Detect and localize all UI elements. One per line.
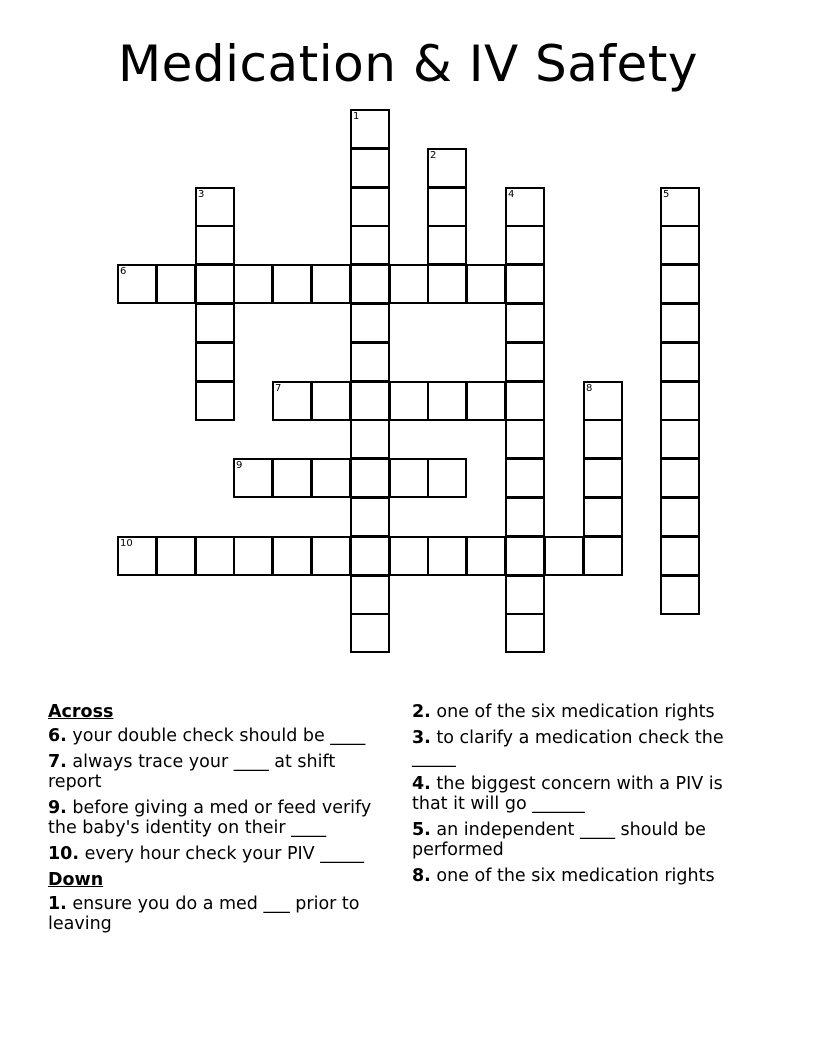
cell-number: 5 [663,189,670,200]
clue-across-9 [48,798,393,838]
grid-cell[interactable] [195,264,235,304]
grid-cell[interactable] [583,497,623,537]
grid-cell[interactable] [427,458,467,498]
grid-cell[interactable] [427,536,467,576]
clue-text: every hour check your PIV _____ [84,844,364,864]
grid-cell[interactable] [660,381,700,421]
clues-column-right [412,702,757,892]
grid-cell[interactable] [505,419,545,459]
grid-cell[interactable] [505,381,545,421]
grid-cell[interactable] [272,458,312,498]
grid-cell[interactable] [466,381,506,421]
clue-text: an independent ____ should be performed [412,820,706,860]
grid-cell[interactable] [427,225,467,265]
grid-cell[interactable] [660,419,700,459]
clue-text: to clarify a medication check the _____ [412,728,724,768]
cell-number: 9 [236,460,243,471]
grid-cell[interactable] [427,187,467,227]
grid-cell[interactable] [389,264,429,304]
grid-cell[interactable] [233,536,273,576]
grid-cell[interactable] [195,225,235,265]
grid-cell[interactable] [311,264,351,304]
clue-number: 4. [412,774,431,794]
grid-cell[interactable] [311,458,351,498]
grid-cell[interactable] [389,381,429,421]
grid-cell[interactable] [505,536,545,576]
grid-cell[interactable] [389,458,429,498]
grid-cell[interactable] [156,536,196,576]
grid-cell[interactable] [505,613,545,653]
clue-down-1 [48,894,393,934]
clue-text: before giving a med or feed verify the baby's identity on their ____ [48,798,372,838]
grid-cell[interactable] [350,148,390,188]
grid-cell[interactable] [350,613,390,653]
clue-text: one of the six medication rights [436,866,715,886]
grid-cell[interactable] [117,536,157,576]
grid-cell[interactable] [505,458,545,498]
grid-cell[interactable] [272,536,312,576]
cell-number: 3 [198,189,205,200]
clue-down-3 [412,728,757,768]
grid-cell[interactable] [505,225,545,265]
grid-cell[interactable] [427,264,467,304]
grid-cell[interactable] [311,536,351,576]
grid-cell[interactable] [660,187,700,227]
grid-cell[interactable] [660,575,700,615]
grid-cell[interactable] [427,148,467,188]
grid-cell[interactable] [660,458,700,498]
grid-cell[interactable] [350,264,390,304]
grid-cell[interactable] [466,264,506,304]
grid-cell[interactable] [195,381,235,421]
grid-cell[interactable] [466,536,506,576]
grid-cell[interactable] [350,575,390,615]
clue-text: the biggest concern with a PIV is that it will go ______ [412,774,723,814]
grid-cell[interactable] [583,536,623,576]
grid-cell[interactable] [583,419,623,459]
grid-cell[interactable] [505,264,545,304]
clues-column-left [48,702,393,940]
cell-number: 2 [430,150,437,161]
clue-number: 3. [412,728,431,748]
grid-cell[interactable] [660,536,700,576]
clue-down-8 [412,866,757,886]
cell-number: 4 [508,189,515,200]
cell-number: 8 [586,383,593,394]
clue-number: 2. [412,702,431,722]
grid-cell[interactable] [583,458,623,498]
grid-cell[interactable] [427,381,467,421]
grid-cell[interactable] [544,536,584,576]
clue-number: 1. [48,894,67,914]
clue-down-4 [412,774,757,814]
grid-cell[interactable] [505,303,545,343]
clue-number: 7. [48,752,67,772]
cell-number: 6 [120,266,127,277]
clue-number: 5. [412,820,431,840]
grid-cell[interactable] [195,536,235,576]
grid-cell[interactable] [350,109,390,149]
grid-cell[interactable] [350,225,390,265]
clue-text: ensure you do a med ___ prior to leaving [48,894,360,934]
grid-cell[interactable] [350,303,390,343]
grid-cell[interactable] [350,381,390,421]
page-title: Medication & IV Safety [118,35,698,93]
grid-cell[interactable] [660,225,700,265]
clue-down-5 [412,820,757,860]
grid-cell[interactable] [350,458,390,498]
clue-number: 9. [48,798,67,818]
grid-cell[interactable] [505,575,545,615]
clue-number: 6. [48,726,67,746]
across-heading: Across [48,702,114,722]
clue-number: 10. [48,844,80,864]
grid-cell[interactable] [350,497,390,537]
cell-number: 1 [353,111,360,122]
grid-cell[interactable] [195,187,235,227]
grid-cell[interactable] [660,497,700,537]
cell-number: 7 [275,383,282,394]
grid-cell[interactable] [117,264,157,304]
grid-cell[interactable] [233,458,273,498]
clue-down-2 [412,702,757,722]
grid-cell[interactable] [272,264,312,304]
clue-text: your double check should be ____ [72,726,366,746]
clue-across-6 [48,726,393,746]
grid-cell[interactable] [660,264,700,304]
grid-cell[interactable] [311,381,351,421]
grid-cell[interactable] [505,187,545,227]
down-heading: Down [48,870,104,890]
grid-cell[interactable] [505,497,545,537]
grid-cell[interactable] [350,342,390,382]
cell-number: 10 [120,538,133,549]
clues-section [48,702,768,962]
grid-cell[interactable] [350,187,390,227]
grid-cell[interactable] [350,419,390,459]
grid-cell[interactable] [272,381,312,421]
grid-cell[interactable] [195,342,235,382]
grid-cell[interactable] [389,536,429,576]
clue-across-10 [48,844,393,864]
grid-cell[interactable] [350,536,390,576]
grid-cell[interactable] [233,264,273,304]
clue-number: 8. [412,866,431,886]
grid-cell[interactable] [156,264,196,304]
grid-cell[interactable] [660,303,700,343]
clue-across-7 [48,752,393,792]
grid-cell[interactable] [505,342,545,382]
grid-cell[interactable] [660,342,700,382]
clue-text: always trace your ____ at shift report [48,752,336,792]
clue-text: one of the six medication rights [436,702,715,722]
grid-cell[interactable] [195,303,235,343]
grid-cell[interactable] [583,381,623,421]
